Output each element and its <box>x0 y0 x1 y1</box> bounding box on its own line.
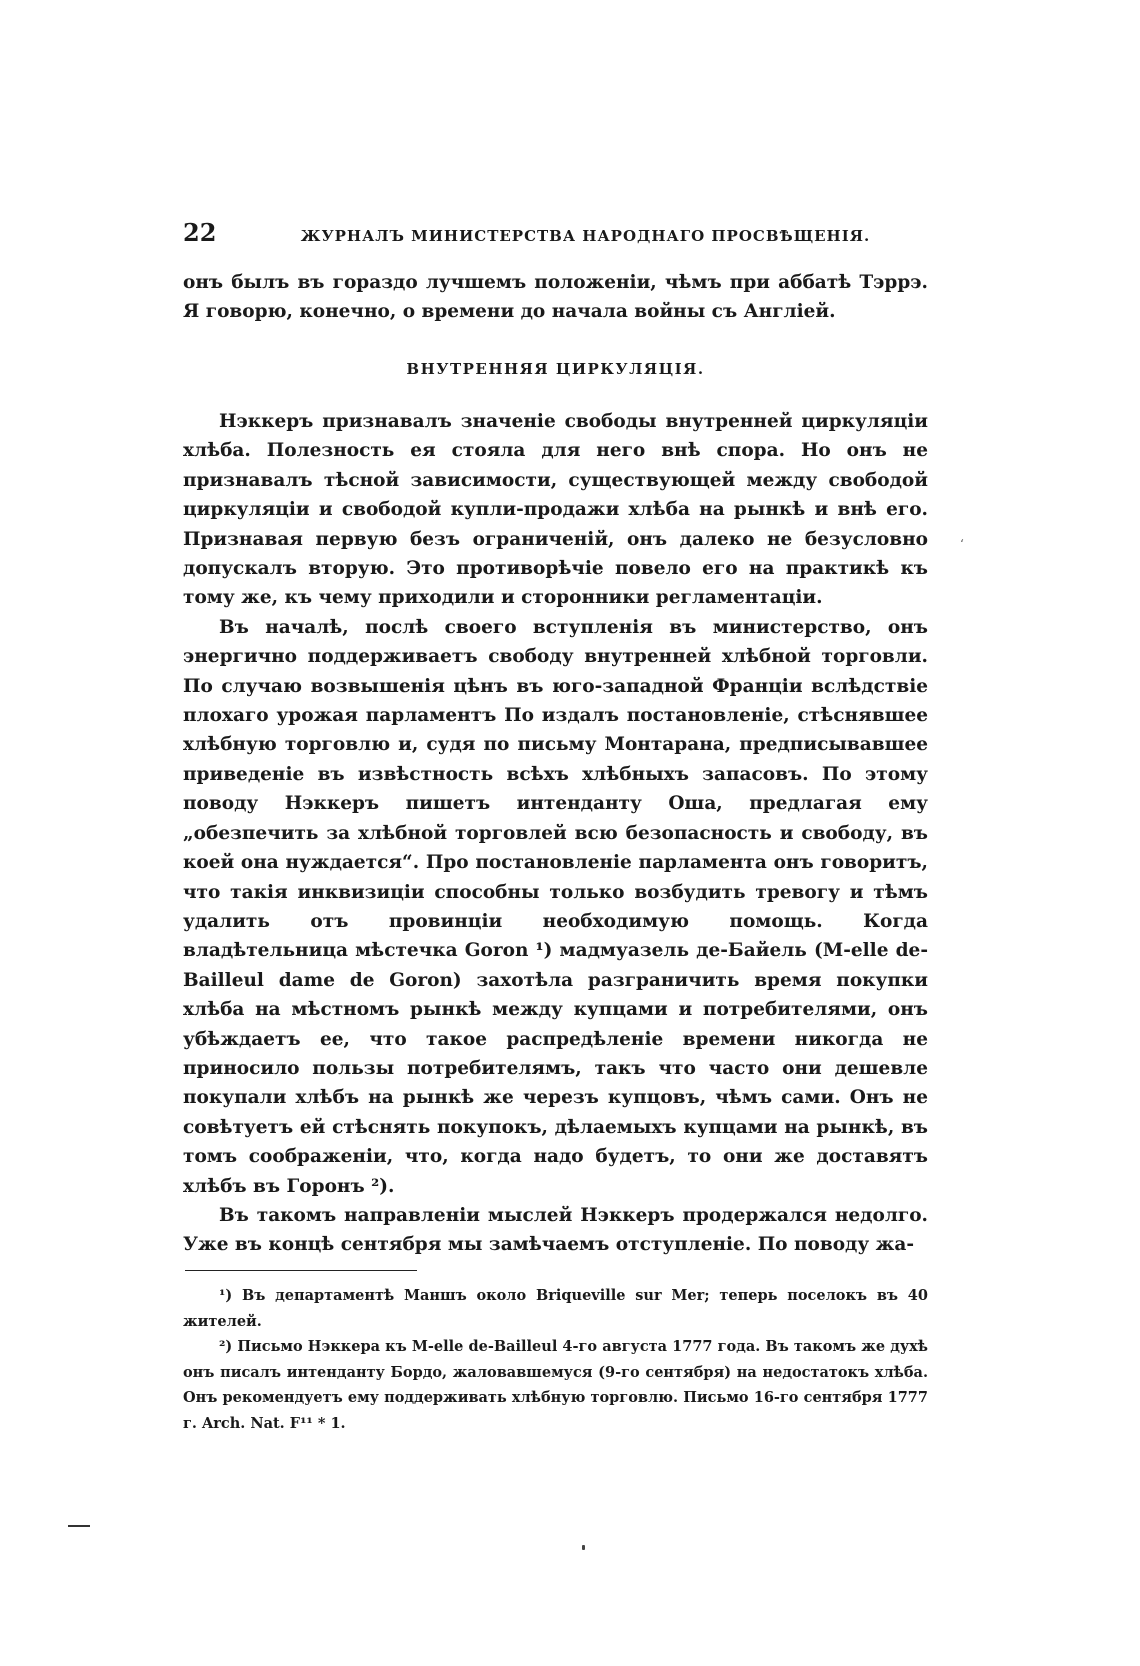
stray-dash-mark <box>68 1525 90 1527</box>
paragraph-2: Въ началѣ, послѣ своего вступленія въ министерство, онъ энергично поддерживаетъ свободу внутренней хлѣбной торговли. По случаю возвышенія цѣнъ въ юго-западной Франціи вслѣдствіе плохаго урожая парламентъ По издалъ постановленіе, стѣснявшее хлѣбную торговлю и, судя по письму Монтарана, предписывавшее приведеніе въ извѣстность всѣхъ хлѣбныхъ запасовъ. По этому поводу Нэккеръ пишетъ интенданту Оша, предлагая ему „обезпечить за хлѣбной торговлей всю безопасность и свободу, въ коей она нуждается“. Про постановленіе парламента онъ говоритъ, что такія инквизиціи способны только возбудить тревогу и тѣмъ удалить отъ провинціи необходимую помощь. Когда владѣтельница мѣстечка Goron ¹) мадмуазель де-Байель (M-elle de-Bailleul dame de Goron) захотѣла разграничить время покупки хлѣба на мѣстномъ рынкѣ между купцами и потребителями, онъ убѣждаетъ ее, что такое распредѣленіе времени никогда не приносило пользы потребителямъ, такъ что часто они дешевле покупали хлѣбъ на рынкѣ же черезъ купцовъ, чѣмъ сами. Онъ не совѣтуетъ ей стѣснять покупокъ, дѣлаемыхъ купцами на рынкѣ, въ томъ соображеніи, что, когда надо будетъ, то они же доставятъ хлѣбъ въ Горонъ ²). <box>183 616 928 1197</box>
paragraph-1: Нэккеръ признавалъ значеніе свободы внутренней циркуляціи хлѣба. Полезность ея стояла для него внѣ спора. Но онъ не признавалъ тѣсной зависимости, существующей между свободой циркуляціи и свободой купли-продажи хлѣба на рынкѣ и внѣ его. Признавая первую безъ ограниченій, онъ далеко не безусловно допускалъ вторую. Это противорѣчіе повело его на практикѣ къ тому же, къ чему приходили и сторонники регламентаціи. <box>183 411 928 609</box>
running-head: ЖУРНАЛЪ МИНИСТЕРСТВА НАРОДНАГО ПРОСВѢЩЕНІЯ. <box>300 227 871 245</box>
section-title: ВНУТРЕННЯЯ ЦИРКУЛЯЦІЯ. <box>406 360 705 378</box>
footnote-1: ¹) Въ департаментѣ Маншъ около Briqueville sur Mer; теперь поселокъ въ 40 жителей. <box>183 1287 928 1330</box>
page-header <box>183 218 928 248</box>
carryover-text <box>183 268 928 327</box>
footnote-rule <box>185 1270 417 1271</box>
stray-dot-mark <box>582 1545 585 1550</box>
main-text <box>183 407 928 1260</box>
paragraph-3: Въ такомъ направленіи мыслей Нэккеръ продержался недолго. Уже въ концѣ сентября мы замѣчаемъ отступленіе. По поводу жа- <box>183 1204 928 1256</box>
footnote-2: ²) Письмо Нэккера къ M-elle de-Bailleul 4-го августа 1777 года. Въ такомъ же духѣ онъ писалъ интенданту Бордо, жаловавшемуся (9-го сентября) на недостатокъ хлѣба. Онъ рекомендуетъ ему поддерживать хлѣбную торговлю. Письмо 16-го сентября 1777 г. Arch. Nat. F¹¹ * 1. <box>183 1338 928 1432</box>
carryover-paragraph: онъ былъ въ гораздо лучшемъ положеніи, чѣмъ при аббатѣ Тэррэ. Я говорю, конечно, о времени до начала войны съ Англіей. <box>183 272 928 323</box>
margin-tick-mark: ‘ <box>960 537 964 551</box>
page-number: 22 <box>183 218 217 247</box>
footnotes <box>183 1283 928 1436</box>
